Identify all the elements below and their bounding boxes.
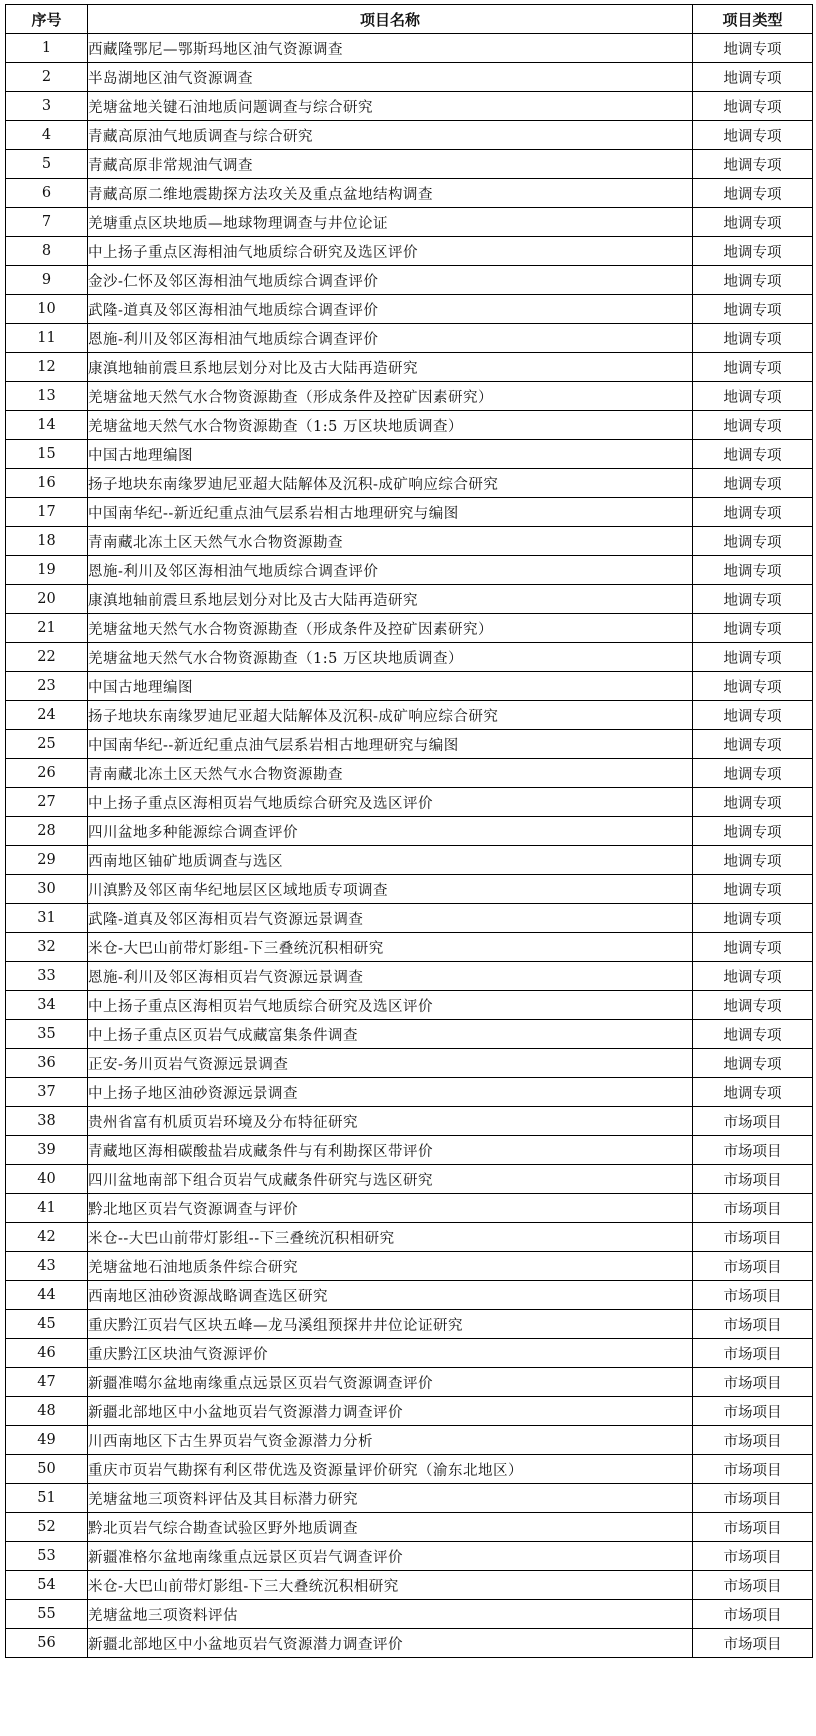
serial-number-cell: 31 xyxy=(6,904,88,933)
table-row xyxy=(6,1281,813,1310)
project-name-cell: 羌塘盆地天然气水合物资源勘查（形成条件及控矿因素研究） xyxy=(88,614,693,643)
project-name-cell: 黔北页岩气综合勘查试验区野外地质调查 xyxy=(88,1513,693,1542)
serial-number-cell: 39 xyxy=(6,1136,88,1165)
table-row xyxy=(6,92,813,121)
serial-number-cell: 19 xyxy=(6,556,88,585)
table-row xyxy=(6,1136,813,1165)
project-name-cell: 新疆北部地区中小盆地页岩气资源潜力调查评价 xyxy=(88,1629,693,1658)
project-type-cell: 地调专项 xyxy=(693,324,813,353)
serial-number-cell: 4 xyxy=(6,121,88,150)
serial-number-cell: 25 xyxy=(6,730,88,759)
serial-number-cell: 22 xyxy=(6,643,88,672)
project-type-cell: 市场项目 xyxy=(693,1281,813,1310)
project-table xyxy=(5,4,813,1658)
project-type-cell: 地调专项 xyxy=(693,150,813,179)
project-name-cell: 西南地区铀矿地质调查与选区 xyxy=(88,846,693,875)
table-row xyxy=(6,237,813,266)
table-row xyxy=(6,324,813,353)
project-name-cell: 康滇地轴前震旦系地层划分对比及古大陆再造研究 xyxy=(88,353,693,382)
serial-number-cell: 14 xyxy=(6,411,88,440)
header-row xyxy=(6,5,813,34)
serial-number-cell: 28 xyxy=(6,817,88,846)
project-type-cell: 地调专项 xyxy=(693,759,813,788)
project-name-cell: 青藏地区海相碳酸盐岩成藏条件与有利勘探区带评价 xyxy=(88,1136,693,1165)
project-name-cell: 青南藏北冻土区天然气水合物资源勘查 xyxy=(88,759,693,788)
serial-number-cell: 20 xyxy=(6,585,88,614)
project-type-cell: 地调专项 xyxy=(693,498,813,527)
project-name-cell: 正安-务川页岩气资源远景调查 xyxy=(88,1049,693,1078)
project-type-cell: 地调专项 xyxy=(693,34,813,63)
serial-number-cell: 9 xyxy=(6,266,88,295)
project-type-cell: 市场项目 xyxy=(693,1165,813,1194)
table-row xyxy=(6,817,813,846)
project-type-cell: 地调专项 xyxy=(693,730,813,759)
project-type-cell: 地调专项 xyxy=(693,788,813,817)
table-row xyxy=(6,788,813,817)
project-type-cell: 市场项目 xyxy=(693,1339,813,1368)
table-header xyxy=(6,5,813,34)
table-row xyxy=(6,1049,813,1078)
project-type-cell: 地调专项 xyxy=(693,208,813,237)
project-name-cell: 青藏高原非常规油气调查 xyxy=(88,150,693,179)
table-body xyxy=(6,34,813,1658)
table-row xyxy=(6,730,813,759)
project-name-cell: 新疆准噶尔盆地南缘重点远景区页岩气资源调查评价 xyxy=(88,1368,693,1397)
serial-number-cell: 32 xyxy=(6,933,88,962)
table-row xyxy=(6,382,813,411)
table-row xyxy=(6,1078,813,1107)
project-type-cell: 地调专项 xyxy=(693,846,813,875)
serial-number-cell: 26 xyxy=(6,759,88,788)
project-type-cell: 市场项目 xyxy=(693,1252,813,1281)
serial-number-cell: 17 xyxy=(6,498,88,527)
table-row xyxy=(6,208,813,237)
table-row xyxy=(6,469,813,498)
project-name-cell: 羌塘盆地天然气水合物资源勘查（1:5 万区块地质调查） xyxy=(88,643,693,672)
project-type-cell: 地调专项 xyxy=(693,962,813,991)
serial-number-cell: 24 xyxy=(6,701,88,730)
project-type-cell: 市场项目 xyxy=(693,1310,813,1339)
project-name-cell: 西藏隆鄂尼—鄂斯玛地区油气资源调查 xyxy=(88,34,693,63)
project-name-cell: 扬子地块东南缘罗迪尼亚超大陆解体及沉积-成矿响应综合研究 xyxy=(88,469,693,498)
project-name-cell: 恩施-利川及邻区海相页岩气资源远景调查 xyxy=(88,962,693,991)
project-type-cell: 市场项目 xyxy=(693,1426,813,1455)
project-type-cell: 地调专项 xyxy=(693,469,813,498)
serial-number-cell: 23 xyxy=(6,672,88,701)
project-type-cell: 地调专项 xyxy=(693,614,813,643)
table-row xyxy=(6,1484,813,1513)
project-name-cell: 羌塘重点区块地质—地球物理调查与井位论证 xyxy=(88,208,693,237)
serial-number-cell: 54 xyxy=(6,1571,88,1600)
project-name-cell: 羌塘盆地石油地质条件综合研究 xyxy=(88,1252,693,1281)
table-row xyxy=(6,1107,813,1136)
table-row xyxy=(6,991,813,1020)
serial-number-cell: 53 xyxy=(6,1542,88,1571)
table-row xyxy=(6,1223,813,1252)
table-row xyxy=(6,121,813,150)
project-type-cell: 市场项目 xyxy=(693,1629,813,1658)
project-name-cell: 武隆-道真及邻区海相油气地质综合调查评价 xyxy=(88,295,693,324)
serial-number-cell: 41 xyxy=(6,1194,88,1223)
project-type-cell: 地调专项 xyxy=(693,1078,813,1107)
project-name-cell: 恩施-利川及邻区海相油气地质综合调查评价 xyxy=(88,556,693,585)
table-row xyxy=(6,527,813,556)
project-type-cell: 市场项目 xyxy=(693,1136,813,1165)
project-name-cell: 扬子地块东南缘罗迪尼亚超大陆解体及沉积-成矿响应综合研究 xyxy=(88,701,693,730)
serial-number-cell: 8 xyxy=(6,237,88,266)
serial-number-cell: 40 xyxy=(6,1165,88,1194)
project-name-cell: 中国南华纪--新近纪重点油气层系岩相古地理研究与编图 xyxy=(88,498,693,527)
serial-number-cell: 37 xyxy=(6,1078,88,1107)
header-project-name: 项目名称 xyxy=(88,5,693,34)
project-name-cell: 新疆准格尔盆地南缘重点远景区页岩气调查评价 xyxy=(88,1542,693,1571)
serial-number-cell: 11 xyxy=(6,324,88,353)
project-type-cell: 市场项目 xyxy=(693,1368,813,1397)
project-type-cell: 市场项目 xyxy=(693,1571,813,1600)
project-name-cell: 羌塘盆地三项资料评估及其目标潜力研究 xyxy=(88,1484,693,1513)
table-row xyxy=(6,1252,813,1281)
serial-number-cell: 47 xyxy=(6,1368,88,1397)
project-type-cell: 地调专项 xyxy=(693,382,813,411)
project-name-cell: 金沙-仁怀及邻区海相油气地质综合调查评价 xyxy=(88,266,693,295)
project-name-cell: 重庆黔江页岩气区块五峰—龙马溪组预探井井位论证研究 xyxy=(88,1310,693,1339)
serial-number-cell: 6 xyxy=(6,179,88,208)
table-row xyxy=(6,1368,813,1397)
serial-number-cell: 15 xyxy=(6,440,88,469)
table-row xyxy=(6,1426,813,1455)
serial-number-cell: 43 xyxy=(6,1252,88,1281)
project-name-cell: 新疆北部地区中小盆地页岩气资源潜力调查评价 xyxy=(88,1397,693,1426)
project-type-cell: 市场项目 xyxy=(693,1600,813,1629)
serial-number-cell: 5 xyxy=(6,150,88,179)
table-row xyxy=(6,759,813,788)
project-name-cell: 青藏高原二维地震勘探方法攻关及重点盆地结构调查 xyxy=(88,179,693,208)
table-row xyxy=(6,672,813,701)
project-name-cell: 贵州省富有机质页岩环境及分布特征研究 xyxy=(88,1107,693,1136)
project-type-cell: 地调专项 xyxy=(693,1020,813,1049)
table-row xyxy=(6,701,813,730)
project-name-cell: 恩施-利川及邻区海相油气地质综合调查评价 xyxy=(88,324,693,353)
table-row xyxy=(6,1571,813,1600)
project-type-cell: 地调专项 xyxy=(693,179,813,208)
project-type-cell: 地调专项 xyxy=(693,237,813,266)
serial-number-cell: 45 xyxy=(6,1310,88,1339)
project-name-cell: 川西南地区下古生界页岩气资金源潜力分析 xyxy=(88,1426,693,1455)
project-type-cell: 市场项目 xyxy=(693,1542,813,1571)
project-name-cell: 青南藏北冻土区天然气水合物资源勘查 xyxy=(88,527,693,556)
project-name-cell: 中上扬子重点区页岩气成藏富集条件调查 xyxy=(88,1020,693,1049)
table-row xyxy=(6,846,813,875)
table-row xyxy=(6,1629,813,1658)
serial-number-cell: 33 xyxy=(6,962,88,991)
project-name-cell: 半岛湖地区油气资源调查 xyxy=(88,63,693,92)
project-type-cell: 地调专项 xyxy=(693,875,813,904)
project-name-cell: 康滇地轴前震旦系地层划分对比及古大陆再造研究 xyxy=(88,585,693,614)
project-type-cell: 地调专项 xyxy=(693,643,813,672)
table-row xyxy=(6,585,813,614)
serial-number-cell: 55 xyxy=(6,1600,88,1629)
project-name-cell: 米仓-大巴山前带灯影组-下三大叠统沉积相研究 xyxy=(88,1571,693,1600)
project-type-cell: 地调专项 xyxy=(693,817,813,846)
project-name-cell: 中国古地理编图 xyxy=(88,440,693,469)
project-type-cell: 地调专项 xyxy=(693,933,813,962)
table-row xyxy=(6,440,813,469)
table-row xyxy=(6,875,813,904)
project-name-cell: 青藏高原油气地质调查与综合研究 xyxy=(88,121,693,150)
serial-number-cell: 21 xyxy=(6,614,88,643)
serial-number-cell: 2 xyxy=(6,63,88,92)
project-type-cell: 市场项目 xyxy=(693,1397,813,1426)
table-row xyxy=(6,643,813,672)
serial-number-cell: 10 xyxy=(6,295,88,324)
serial-number-cell: 50 xyxy=(6,1455,88,1484)
project-type-cell: 地调专项 xyxy=(693,1049,813,1078)
project-type-cell: 地调专项 xyxy=(693,353,813,382)
project-name-cell: 羌塘盆地关键石油地质问题调查与综合研究 xyxy=(88,92,693,121)
project-name-cell: 羌塘盆地三项资料评估 xyxy=(88,1600,693,1629)
project-type-cell: 市场项目 xyxy=(693,1223,813,1252)
serial-number-cell: 48 xyxy=(6,1397,88,1426)
project-name-cell: 中上扬子重点区海相页岩气地质综合研究及选区评价 xyxy=(88,991,693,1020)
serial-number-cell: 27 xyxy=(6,788,88,817)
table-row xyxy=(6,411,813,440)
serial-number-cell: 29 xyxy=(6,846,88,875)
table-row xyxy=(6,179,813,208)
table-row xyxy=(6,266,813,295)
project-name-cell: 中上扬子重点区海相页岩气地质综合研究及选区评价 xyxy=(88,788,693,817)
project-type-cell: 市场项目 xyxy=(693,1484,813,1513)
project-name-cell: 米仓--大巴山前带灯影组--下三叠统沉积相研究 xyxy=(88,1223,693,1252)
project-type-cell: 地调专项 xyxy=(693,701,813,730)
serial-number-cell: 46 xyxy=(6,1339,88,1368)
project-type-cell: 地调专项 xyxy=(693,440,813,469)
project-name-cell: 西南地区油砂资源战略调查选区研究 xyxy=(88,1281,693,1310)
table-row xyxy=(6,353,813,382)
project-name-cell: 中上扬子重点区海相油气地质综合研究及选区评价 xyxy=(88,237,693,266)
table-row xyxy=(6,1513,813,1542)
serial-number-cell: 44 xyxy=(6,1281,88,1310)
table-row xyxy=(6,1600,813,1629)
project-type-cell: 市场项目 xyxy=(693,1513,813,1542)
serial-number-cell: 18 xyxy=(6,527,88,556)
project-type-cell: 地调专项 xyxy=(693,295,813,324)
serial-number-cell: 1 xyxy=(6,34,88,63)
project-type-cell: 地调专项 xyxy=(693,527,813,556)
table-row xyxy=(6,556,813,585)
serial-number-cell: 12 xyxy=(6,353,88,382)
project-name-cell: 重庆市页岩气勘探有利区带优选及资源量评价研究（渝东北地区） xyxy=(88,1455,693,1484)
project-name-cell: 中上扬子地区油砂资源远景调查 xyxy=(88,1078,693,1107)
serial-number-cell: 13 xyxy=(6,382,88,411)
project-name-cell: 中国古地理编图 xyxy=(88,672,693,701)
serial-number-cell: 16 xyxy=(6,469,88,498)
project-name-cell: 川滇黔及邻区南华纪地层区区域地质专项调查 xyxy=(88,875,693,904)
serial-number-cell: 36 xyxy=(6,1049,88,1078)
project-name-cell: 羌塘盆地天然气水合物资源勘查（1:5 万区块地质调查） xyxy=(88,411,693,440)
serial-number-cell: 52 xyxy=(6,1513,88,1542)
header-serial-number: 序号 xyxy=(6,5,88,34)
table-row xyxy=(6,1310,813,1339)
project-name-cell: 重庆黔江区块油气资源评价 xyxy=(88,1339,693,1368)
project-type-cell: 市场项目 xyxy=(693,1455,813,1484)
serial-number-cell: 3 xyxy=(6,92,88,121)
serial-number-cell: 30 xyxy=(6,875,88,904)
serial-number-cell: 35 xyxy=(6,1020,88,1049)
project-name-cell: 黔北地区页岩气资源调查与评价 xyxy=(88,1194,693,1223)
project-type-cell: 地调专项 xyxy=(693,556,813,585)
project-type-cell: 地调专项 xyxy=(693,92,813,121)
project-type-cell: 地调专项 xyxy=(693,585,813,614)
project-type-cell: 市场项目 xyxy=(693,1107,813,1136)
table-row xyxy=(6,295,813,324)
project-type-cell: 地调专项 xyxy=(693,266,813,295)
project-type-cell: 地调专项 xyxy=(693,121,813,150)
project-name-cell: 羌塘盆地天然气水合物资源勘查（形成条件及控矿因素研究） xyxy=(88,382,693,411)
serial-number-cell: 38 xyxy=(6,1107,88,1136)
table-row xyxy=(6,1542,813,1571)
table-row xyxy=(6,150,813,179)
serial-number-cell: 56 xyxy=(6,1629,88,1658)
serial-number-cell: 42 xyxy=(6,1223,88,1252)
table-row xyxy=(6,1020,813,1049)
project-type-cell: 市场项目 xyxy=(693,1194,813,1223)
project-name-cell: 四川盆地多种能源综合调查评价 xyxy=(88,817,693,846)
serial-number-cell: 51 xyxy=(6,1484,88,1513)
project-type-cell: 地调专项 xyxy=(693,904,813,933)
project-name-cell: 米仓-大巴山前带灯影组-下三叠统沉积相研究 xyxy=(88,933,693,962)
table-row xyxy=(6,34,813,63)
serial-number-cell: 7 xyxy=(6,208,88,237)
serial-number-cell: 49 xyxy=(6,1426,88,1455)
table-row xyxy=(6,962,813,991)
project-name-cell: 中国南华纪--新近纪重点油气层系岩相古地理研究与编图 xyxy=(88,730,693,759)
table-row xyxy=(6,498,813,527)
table-row xyxy=(6,1397,813,1426)
project-type-cell: 地调专项 xyxy=(693,63,813,92)
table-row xyxy=(6,614,813,643)
project-name-cell: 四川盆地南部下组合页岩气成藏条件研究与选区研究 xyxy=(88,1165,693,1194)
project-type-cell: 地调专项 xyxy=(693,991,813,1020)
serial-number-cell: 34 xyxy=(6,991,88,1020)
table-row xyxy=(6,1165,813,1194)
table-row xyxy=(6,63,813,92)
table-row xyxy=(6,933,813,962)
table-row xyxy=(6,904,813,933)
project-name-cell: 武隆-道真及邻区海相页岩气资源远景调查 xyxy=(88,904,693,933)
table-row xyxy=(6,1194,813,1223)
project-type-cell: 地调专项 xyxy=(693,672,813,701)
project-type-cell: 地调专项 xyxy=(693,411,813,440)
table-row xyxy=(6,1455,813,1484)
header-project-type: 项目类型 xyxy=(693,5,813,34)
table-row xyxy=(6,1339,813,1368)
